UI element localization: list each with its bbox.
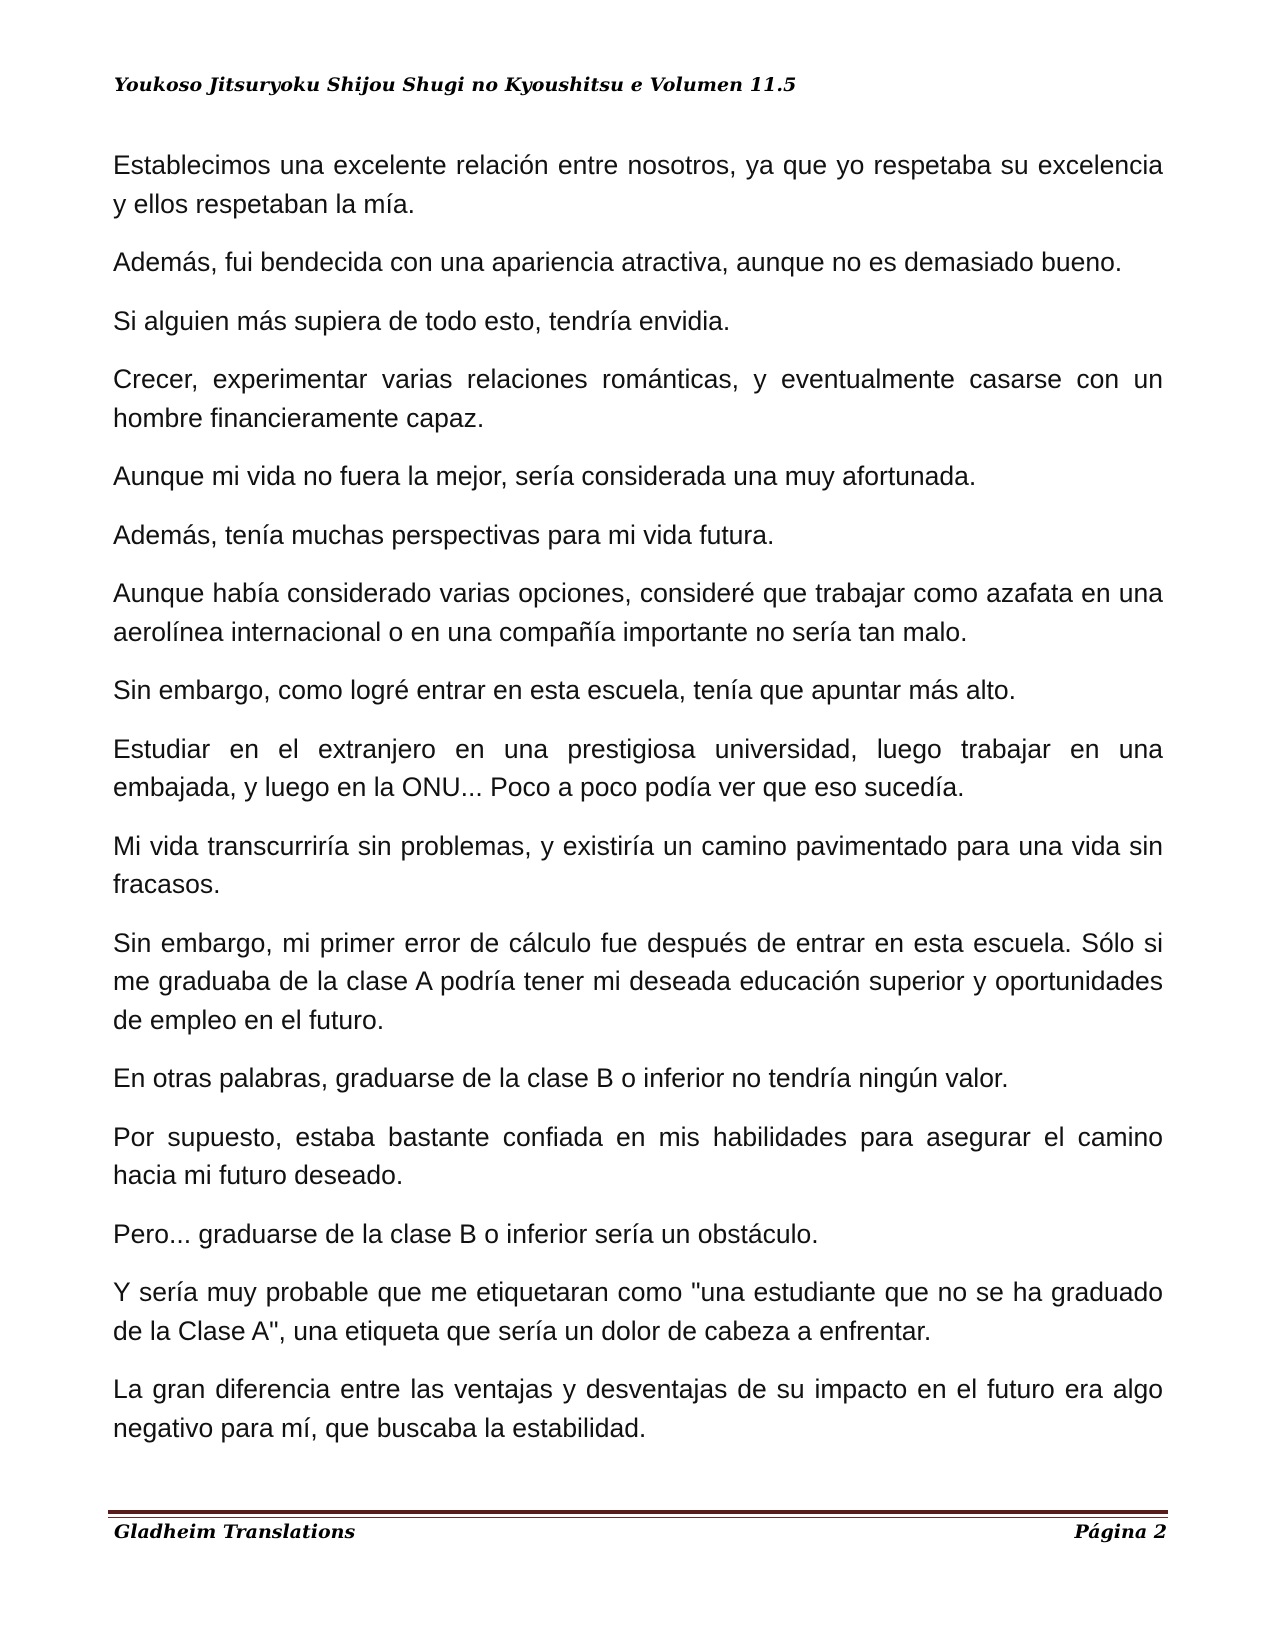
body-text	[113, 146, 1163, 1467]
paragraph: La gran diferencia entre las ventajas y desventajas de su impacto en el futuro era algo negativo para mí, que buscaba la estabilidad.	[113, 1374, 1163, 1443]
paragraph: Si alguien más supiera de todo esto, tendría envidia.	[113, 305, 731, 336]
paragraph: Además, fui bendecida con una apariencia atractiva, aunque no es demasiado bueno.	[113, 247, 1123, 277]
footer-translator-credit: Gladheim Translations	[114, 1521, 356, 1543]
paragraph: Crecer, experimentar varias relaciones románticas, y eventualmente casarse con un hombre financieramente capaz.	[113, 364, 1163, 433]
paragraph: En otras palabras, graduarse de la clase B o inferior no tendría ningún valor.	[113, 1063, 1009, 1093]
footer-rule-thick	[108, 1510, 1168, 1514]
paragraph: Sin embargo, como logré entrar en esta escuela, tenía que apuntar más alto.	[113, 675, 1017, 705]
paragraph: Sin embargo, mi primer error de cálculo fue después de entrar en esta escuela. Sólo si me graduaba de la clase A podría tener mi deseada educación superior y oportunidades de empleo en el futuro.	[113, 927, 1163, 1035]
paragraph: Pero... graduarse de la clase B o inferior sería un obstáculo.	[113, 1218, 819, 1249]
footer-rule-thin	[108, 1517, 1168, 1518]
paragraph: Aunque mi vida no fuera la mejor, sería considerada una muy afortunada.	[113, 461, 977, 491]
paragraph: Mi vida transcurriría sin problemas, y existiría un camino pavimentado para una vida sin fracasos.	[113, 830, 1163, 899]
paragraph: Estudiar en el extranjero en una prestigiosa universidad, luego trabajar en una embajada, y luego en la ONU... Poco a poco podía ver que eso sucedía.	[113, 733, 1163, 802]
footer-page-number: Página 2	[1074, 1521, 1167, 1543]
page-header-title: Youkoso Jitsuryoku Shijou Shugi no Kyoushitsu e Volumen 11.5	[114, 74, 797, 96]
paragraph: Establecimos una excelente relación entre nosotros, ya que yo respetaba su excelencia y ellos respetaban la mía.	[113, 150, 1163, 219]
paragraph: Por supuesto, estaba bastante confiada en mis habilidades para asegurar el camino hacia mi futuro deseado.	[113, 1121, 1163, 1190]
paragraph: Además, tenía muchas perspectivas para mi vida futura.	[113, 519, 775, 550]
paragraph: Aunque había considerado varias opciones, consideré que trabajar como azafata en una aerolínea internacional o en una compañía importante no sería tan malo.	[113, 578, 1163, 647]
paragraph: Y sería muy probable que me etiquetaran como "una estudiante que no se ha graduado de la Clase A", una etiqueta que sería un dolor de cabeza a enfrentar.	[113, 1277, 1163, 1346]
